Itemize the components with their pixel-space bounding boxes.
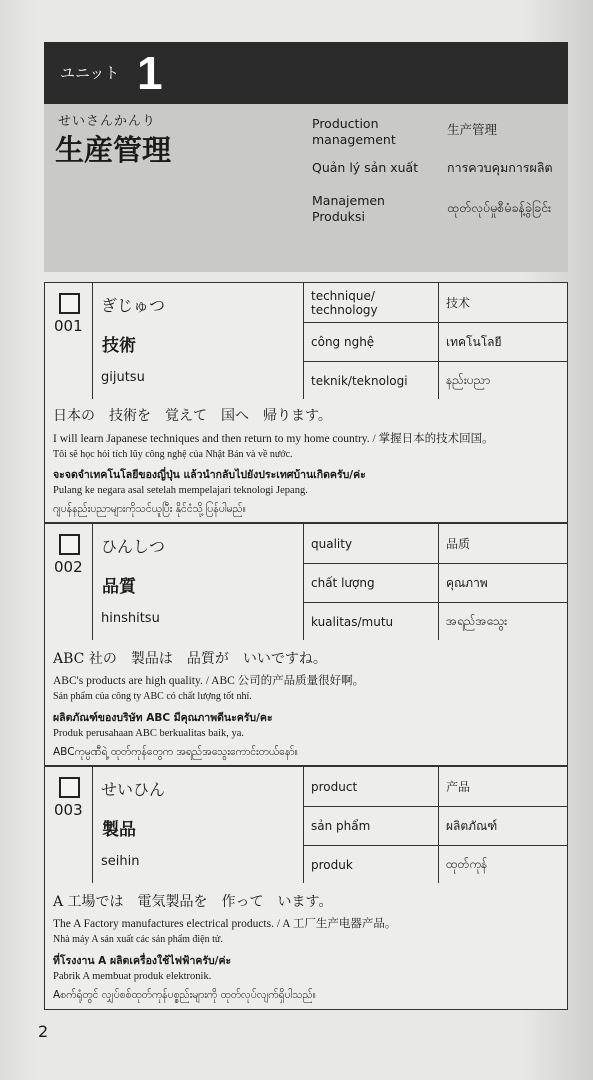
entry-romaji: seihin [101, 854, 140, 869]
translation-th: ผลิตภัณฑ์ [439, 807, 568, 846]
example-indonesian: Pabrik A membuat produk elektronik. [53, 971, 212, 982]
entry-romaji: hinshitsu [101, 611, 160, 626]
translation-zh: 产品 [439, 767, 568, 807]
title-translation-zh: 生产管理 [447, 122, 498, 137]
entry-head [45, 767, 304, 885]
example-vietnamese: Tôi sẽ học hỏi tích lũy công nghệ của Nhật Bản và về nước. [53, 449, 293, 460]
example-indonesian: Pulang ke negara asal setelah mempelajari teknologi Jepang. [53, 485, 308, 496]
entry-head [45, 283, 304, 401]
example-vietnamese: Nhà máy A sản xuất các sản phẩm điện tử. [53, 934, 223, 945]
entry-reading: ひんしつ [101, 537, 166, 556]
translation-my: နည်းပညာ [439, 362, 568, 401]
example-thai: จะจดจำเทคโนโลยีของญี่ปุ่น แล้วนำกลับไปยังประเทศบ้านเกิดครับ/ค่ะ [53, 469, 366, 481]
translation-vi: công nghệ [304, 323, 439, 362]
translation-en: technique/ technology [304, 283, 439, 323]
vocab-entry-003 [44, 766, 568, 885]
example-english-chinese: I will learn Japanese techniques and then return to my home country. / 掌握日本的技术回国。 [53, 433, 494, 445]
translation-vi: chất lượng [304, 564, 439, 603]
example-box-003 [44, 883, 568, 1010]
unit-label: ユニット [60, 64, 120, 82]
example-japanese: ABC 社の 製品は 品質が いいですね。 [53, 651, 327, 667]
entry-number: 003 [54, 801, 83, 819]
entry-kanji: 製品 [102, 820, 136, 840]
example-japanese: A 工場では 電気製品を 作って います。 [53, 894, 333, 910]
entry-divider [92, 767, 93, 884]
title-translation-en: Production management [312, 116, 396, 147]
translation-en: quality [304, 524, 439, 564]
translation-th: เทคโนโลยี [439, 323, 568, 362]
example-box-002 [44, 640, 568, 766]
title-translation-my: ထုတ်လုပ်မှုစီမံခန့်ခွဲခြင်း [447, 200, 552, 215]
example-thai: ผลิตภัณฑ์ของบริษัท ABC มีคุณภาพดีนะครับ/คะ [53, 712, 273, 724]
unit-number: 1 [137, 47, 163, 99]
translation-th: คุณภาพ [439, 564, 568, 603]
title-translation-id: Manajemen Produksi [312, 193, 385, 224]
example-english-chinese: The A Factory manufactures electrical products. / A 工厂生产电器产品。 [53, 918, 397, 930]
title-translation-th: การควบคุมการผลิต [447, 160, 553, 175]
translation-my: အရည်အသွေး [439, 603, 568, 642]
example-burmese: ဂျပန်နည်းပညာများကိုသင်ယူပြီး နိုင်ငံသို့ပြန်ပါမည်။ [53, 503, 246, 515]
example-english-chinese: ABC's products are high quality. / ABC 公司的产品质量很好啊。 [53, 675, 365, 687]
translation-zh: 品质 [439, 524, 568, 564]
checkbox[interactable] [59, 534, 80, 555]
entry-kanji: 技術 [102, 336, 136, 356]
vocab-entry-001 [44, 282, 568, 401]
translation-id: produk [304, 846, 439, 885]
entry-divider [92, 524, 93, 641]
entry-reading: ぎじゅつ [101, 296, 166, 315]
entry-number: 002 [54, 558, 83, 576]
example-thai: ที่โรงงาน A ผลิตเครื่องใช้ไฟฟ้าครับ/ค่ะ [53, 955, 232, 967]
example-vietnamese: Sản phẩm của công ty ABC có chất lượng tốt nhỉ. [53, 691, 252, 702]
entry-kanji: 品質 [102, 577, 136, 597]
example-box-001 [44, 399, 568, 523]
translation-id: teknik/teknologi [304, 362, 439, 401]
checkbox[interactable] [59, 777, 80, 798]
entry-romaji: gijutsu [101, 370, 145, 385]
translation-my: ထုတ်ကုန် [439, 846, 568, 885]
vocab-entry-002 [44, 523, 568, 642]
title-ruby: せいさんかんり [58, 114, 157, 129]
entry-divider [92, 283, 93, 400]
entry-number: 001 [54, 317, 83, 335]
entry-reading: せいひん [101, 780, 166, 799]
entry-head [45, 524, 304, 642]
example-japanese: 日本の 技術を 覚えて 国へ 帰ります。 [53, 408, 332, 424]
translation-en: product [304, 767, 439, 807]
translation-vi: sản phẩm [304, 807, 439, 846]
unit-header [44, 42, 568, 104]
example-burmese: Aစက်ရုံတွင် လျှပ်စစ်ထုတ်ကုန်ပစ္စည်းများကို ထုတ်လုပ်လျက်ရှိပါသည်။ [53, 989, 316, 1001]
page-number: 2 [38, 1022, 49, 1041]
checkbox[interactable] [59, 293, 80, 314]
example-burmese: ABCကုမ္ပဏီရဲ့ ထုတ်ကုန်တွေက အရည်အသွေးကောင်းတယ်နော်။ [53, 746, 298, 758]
unit-title: 生産管理 [55, 133, 172, 167]
title-translation-vi: Quản lý sản xuất [312, 160, 419, 175]
translation-id: kualitas/mutu [304, 603, 439, 642]
example-indonesian: Produk perusahaan ABC berkualitas baik, ya. [53, 728, 244, 739]
translation-zh: 技术 [439, 283, 568, 323]
